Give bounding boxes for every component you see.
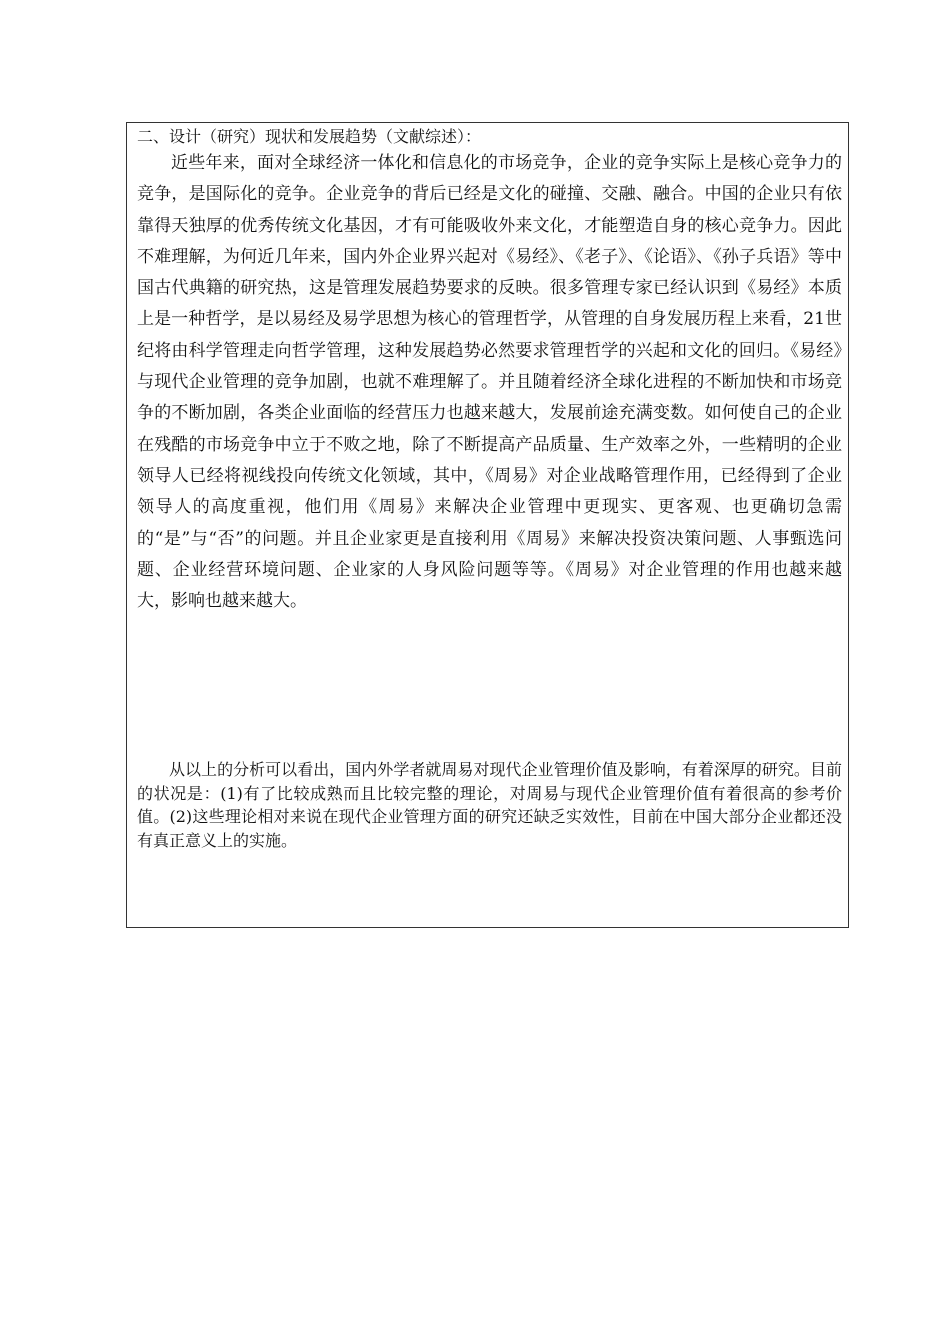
- literature-review-table-cell: [126, 122, 849, 928]
- section-heading: 二、设计（研究）现状和发展趋势（文献综述）：: [137, 127, 482, 146]
- body-paragraph-2: 从以上的分析可以看出，国内外学者就周易对现代企业管理价值及影响，有着深厚的研究。目前的状况是：(1)有了比较成熟而且比较完整的理论，对周易与现代企业管理价值有着很高的参考价值。(2)这些理论相对来说在现代企业管理方面的研究还缺乏实效性，目前在中国大部分企业都还没有真正意义上的实施。: [137, 760, 842, 850]
- body-paragraph-1: 近些年来，面对全球经济一体化和信息化的市场竞争，企业的竞争实际上是核心竞争力的竞争，是国际化的竞争。企业竞争的背后已经是文化的碰撞、交融、融合。中国的企业只有依靠得天独厚的优秀传统文化基因，才有可能吸收外来文化，才能塑造自身的核心竞争力。因此不难理解，为何近几年来，国内外企业界兴起对《易经》、《老子》、《论语》、《孙子兵语》等中国古代典籍的研究热，这是管理发展趋势要求的反映。很多管理专家已经认识到《易经》本质上是一种哲学，是以易经及易学思想为核心的管理哲学，从管理的自身发展历程上来看，21世纪将由科学管理走向哲学管理，这种发展趋势必然要求管理哲学的兴起和文化的回归。《易经》与现代企业管理的竞争加剧，也就不难理解了。并且随着经济全球化进程的不断加快和市场竞争的不断加剧，各类企业面临的经营压力也越来越大，发展前途充满变数。如何使自己的企业在残酷的市场竞争中立于不败之地，除了不断提高产品质量、生产效率之外，一些精明的企业领导人已经将视线投向传统文化领域，其中，《周易》对企业战略管理作用，已经得到了企业领导人的高度重视，他们用《周易》来解决企业管理中更现实、更客观、也更确切急需的“是”与“否”的问题。并且企业家更是直接利用《周易》来解决投资决策问题、人事甄选问题、企业经营环境问题、企业家的人身风险问题等等。《周易》对企业管理的作用也越来越大，影响也越来越大。: [137, 153, 842, 612]
